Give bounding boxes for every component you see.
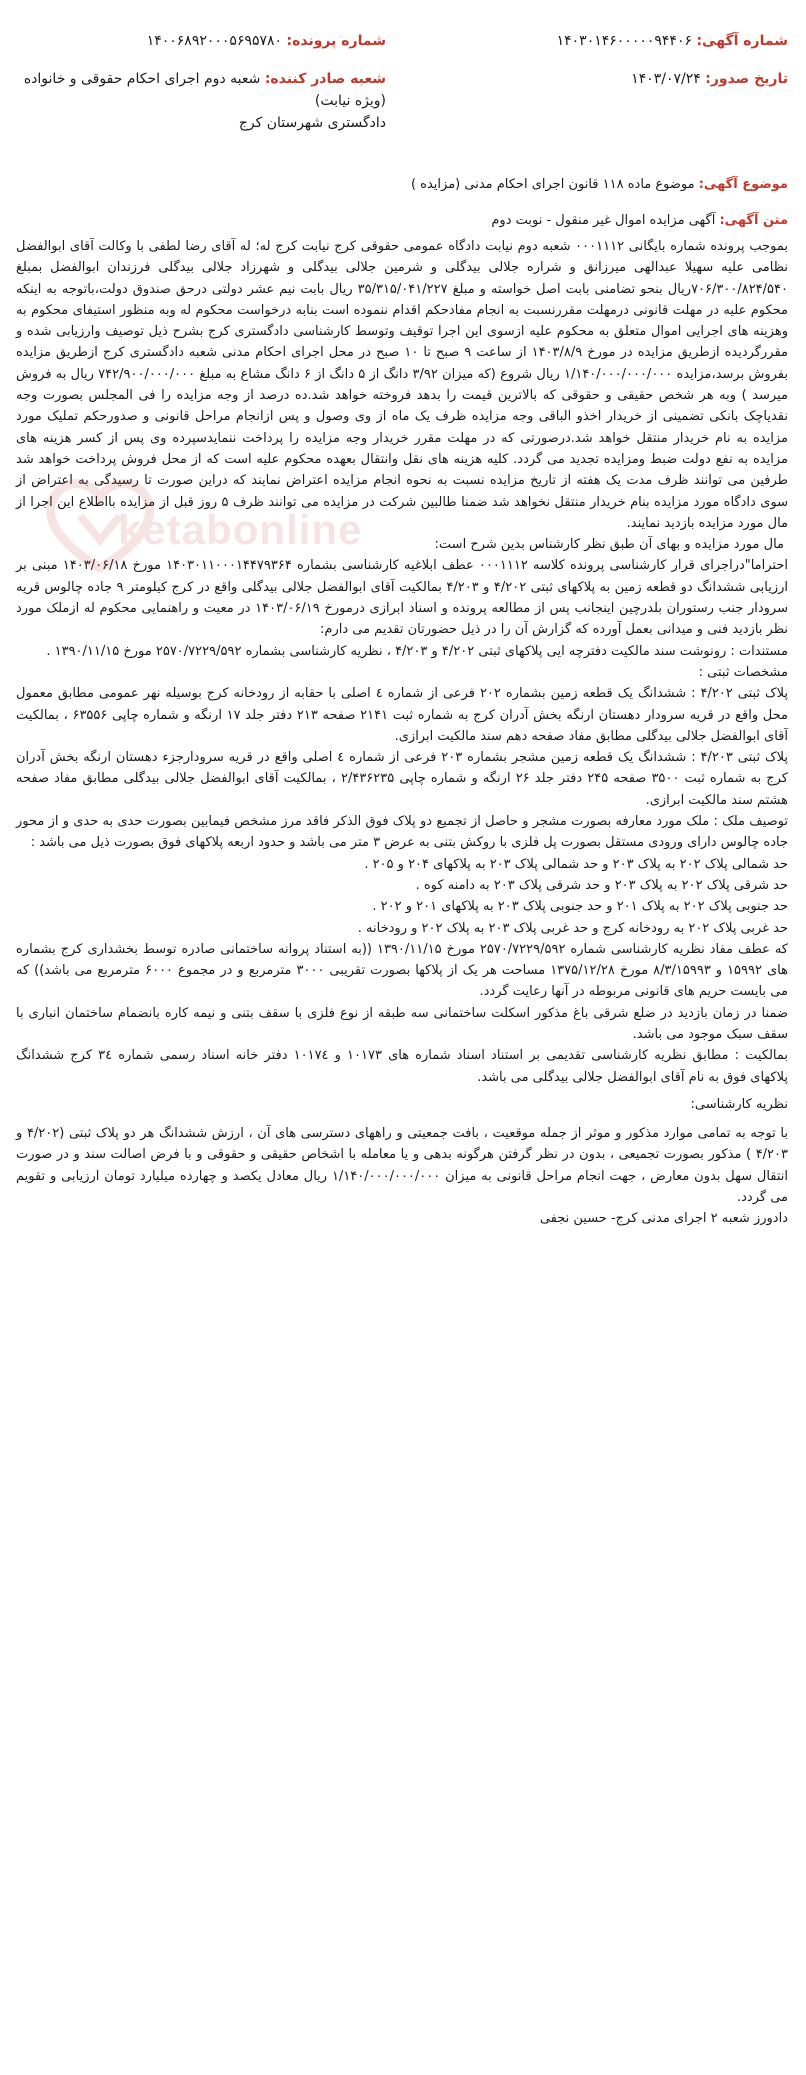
property-heading: مال مورد مزایده و بهای آن طبق نظر کارشناس بدین شرح است: — [434, 537, 784, 553]
border-north: حد شمالی پلاک ۲۰۲ به پلاک ۲۰۳ و حد شمالی پلاک ۲۰۳ به پلاکهای ۲۰۴ و ۲۰۵ . — [364, 856, 788, 872]
expert-opinion-paragraph: با توجه به تمامی موارد مذکور و موثر از جمله موقعیت ، بافت جمعیتی و راههای دسترسی های آن ، ارزش ششدانگ هر دو پلاک ثبتی (۴/۲۰۲ و ۴/۲۰۳ ) مذکور بصورت تجمیعی ، بدون در نظر گرفتن هرگونه بدهی و یا معامله با اشخاص حقیقی و حقوقی و با فرض اصالت سند و در صورت انتقال سهل بدون معارض ، جهت انجام مراحل قانونی به میزان ۱/۱۴۰/۰۰۰/۰۰۰/۰۰۰ ریال معادل یکصد و چهارده میلیارد تومان ارزیابی و تقویم می گردد. — [16, 1126, 789, 1206]
expert-heading: نظریه کارشناسی: — [690, 1096, 788, 1112]
case-number-label: شماره پرونده: — [286, 33, 386, 49]
header-left-column — [16, 30, 386, 134]
respect-paragraph: احتراما"دراجرای قرار کارشناسی پرونده کلاسه ۰۰۰۱۱۱۲ عطف ابلاغیه کارشناسی بشماره ۱۴۰۳۰۱۱۰۰۰۱۴۴۷۹۳۶۴ مورخ ۱۴۰۳/۰۶/۱۸ مبنی بر ارزیابی ششدانگ دو قطعه زمین به پلاکهای ثبتی ۴/۲۰۲ و ۴/۲۰۳ بمالکیت آقای ابوالفضل جلالی بیدگلی واقع در کرج کیلومتر ۹ جاده چالوس قریه سرودار جنب رستوران بلدرچین اینجانب پس از مطالعه پرونده و اسناد ابرازی درمورخ ۱۴۰۳/۰۶/۱۹ در معیت و راهنمایی محکوم له ازملک مورد نظر بازدید فنی و میدانی بعمل آورده که گزارش آن را در ذیل حضورتان تقدیم می دارم: — [16, 558, 789, 638]
issue-date-label: تاریخ صدور: — [705, 71, 788, 87]
case-number-value: ۱۴۰۰۶۸۹۲۰۰۰۵۶۹۵۷۸۰ — [146, 33, 283, 49]
ad-number-row — [388, 30, 788, 52]
notice-subject — [16, 174, 788, 232]
notice-body — [16, 236, 788, 1230]
subject-label: موضوع آگهی: — [698, 177, 788, 192]
border-east: حد شرقی پلاک ۲۰۲ به پلاک ۲۰۳ و حد شرقی پلاک ۲۰۳ به دامنه کوه . — [415, 877, 788, 893]
registry-heading: مشخصات ثبتی : — [698, 664, 788, 680]
text-label: متن آگهی: — [719, 213, 788, 228]
plaque-202-paragraph: پلاک ثبتی ۴/۲۰۲ : ششدانگ یک قطعه زمین بشماره ۲۰۲ فرعی از شماره ٤ اصلی با حقابه از رودخانه کرج بوسیله نهر عمومی مطابق معمول محل واقع در قریه سرودار دهستان ارنگه بخش آدران کرج به شماره ثبت ۲۱۴۱ صفحه ۲۱۳ دفتر جلد ۱۷ ارنگه و شماره چاپی ۶۳۵۵۶ ، بمالکیت آقای ابوالفضل جلالی بیدگلی مطابق مفاد صفحه دهم سند مالکیت ابرازی. — [16, 686, 789, 744]
ownership-paragraph: بمالکیت : مطابق نظریه کارشناسی تقدیمی بر استناد اسناد شماره های ۱۰۱۷۳ و ۱۰۱۷٤ دفتر خانه اسناد رسمی شماره ۳٤ کرج ششدانگ پلاکهای فوق به نام آقای ابوالفضل جلالی بیدگلی می باشد. — [16, 1048, 788, 1085]
watermark-brand: ketabonline — [118, 506, 363, 553]
case-number-row — [16, 30, 386, 52]
text-value: آگهی مزایده اموال غیر منقول - نوبت دوم — [491, 213, 716, 228]
subject-value: موضوع ماده ۱۱۸ قانون اجرای احکام مدنی (مزایده ) — [410, 177, 695, 192]
plaque-203-paragraph: پلاک ثبتی ۴/۲۰۳ : ششدانگ یک قطعه زمین مشجر بشماره ۲۰۳ فرعی از شماره ٤ اصلی واقع در قریه سرودارجزء دهستان ارنگه بخش آدران کرج به شماره ثبت ۳۵۰۰ صفحه ۲۴۵ دفتر جلد ۲۶ ارنگه و شماره چاپی ۲/۴۳۶۲۳۵ ، بمالکیت آقای ابوالفضل جلالی بیدگلی مطابق مفاد صفحه هشتم سند مالکیت ابرازی. — [16, 750, 789, 808]
issuer-value-line2: دادگستری شهرستان کرج — [238, 115, 386, 131]
border-west: حد غربی پلاک ۲۰۲ به رودخانه کرج و حد غربی پلاک ۲۰۳ به پلاک ۲۰۲ و رودخانه . — [357, 920, 788, 936]
building-paragraph: ضمنا در زمان بازدید در ضلع شرقی باغ مذکور اسکلت ساختمانی سه طبقه از نوع فلزی با سقف بتنی و نیمه کاره بانضمام ساختمان انباری با سقف سبک موجود می باشد. — [16, 1005, 788, 1042]
subject-row — [16, 174, 788, 196]
issue-date-value: ۱۴۰۳/۰۷/۲۴ — [631, 71, 701, 87]
notice-header — [16, 30, 788, 134]
intro-paragraph: بموجب پرونده شماره بایگانی ۰۰۰۱۱۱۲ شعبه دوم نیابت دادگاه عمومی حقوقی کرج نیابت کرج له؛ له آقای رضا لطفی با وکالت آقای ابوالفضل نظامی علیه سهیلا عبدالهی میرزانق و شراره جلالی بیدگلی و شرمین جلالی بیدگلی و شهرزاد جلالی بیدگلی فرزندان ابوالفضل بمبلغ ۷۰۶/۳۰۰/۸۲۴/۵۴۰ریال بنحو تضامنی بابت اصل خواسته و مبلغ ۳۵/۳۱۵/۰۴۱/۲۲۷ ریال بابت نیم عشر دولتی درحق صندوق دولت،باتوجه به اینکه محکوم علیه در مهلت قانونی درمهلت مقررنسبت به انجام مفادحکم اقدام ننموده است بنابه درخواست محکوم له وبه منظور استیفای محکوم به وهزینه های اجرایی اموال متعلق به محکوم علیه ازسوی این اجرا توقیف وتوسط کارشناسی دادگستری کرج بشرح ذیل توصیف وارزیابی شده و مقررگردیده ازطریق مزایده در مورخ ۱۴۰۳/۸/۹ از ساعت ۹ صبح تا ۱۰ صبح در محل اجرای احکام مدنی شعبه دادگستری کرج ازطریق مزایده بفروش برسد،مزایده ۱/۱۴۰/۰۰۰/۰۰۰/۰۰۰ ریال شروع (که میزان ۳/۹۲ دانگ از ۵ دانگ از ۶ دانگ مشاع به مبلغ ۷۴۲/۹۰۰/۰۰۰/۰۰۰ ریال به فروش میرسد ) وبه هر شخص حقیقی و حقوقی که بالاترین قیمت را بدهد فروخته خواهد شد.ده درصد از وجه مزایده را فی المجلس بصورت وجه نقدیاچک بانکی تضمینی از خریدار اخذو الباقی وجه مزایده ظرف یک ماه از وی وصول و پس ازانجام مراحل قانونی و صدورحکم تملیک مورد مزایده به نام خریدار منتقل خواهد شد.درصورتی که در مهلت مقرر خریدار وجه مزایده را پرداخت ننمایدسپرده وی پس از کسر هزینه های مزایده به نفع دولت ضبط ومزایده تجدید می گردد. کلیه هزینه های نقل وانتقال بعهده محکوم علیه است که از محل فروش پرداخت خواهد شد طرفین می توانند ظرف مدت یک هفته از تاریخ مزایده نسبت به نحوه انجام مزایده اعتراض نمایند که دراین صورت تا رسیدگی به اعتراض از سوی دادگاه مورد مزایده بنام خریدار منتقل نخواهد شد ضمنا طالبین شرکت در مزایده می توانند ظرف ۵ روز قبل از مزایده بااطلاع این اجرا از مال مورد مزایده بازدید نمایند. — [16, 239, 788, 531]
issuer-value-line1: شعبه دوم اجرای احکام حقوقی و خانواده (ویژه نیابت) — [23, 71, 386, 109]
ad-number-value: ۱۴۰۳۰۱۴۶۰۰۰۰۰۹۴۴۰۶ — [556, 33, 692, 49]
description-paragraph: توصیف ملک : ملک مورد معارفه بصورت مشجر و حاصل از تجمیع دو پلاک فوق الذکر فاقد مرز مشخص فیمابین بصورت حدی به حدی و از محور جاده چالوس دارای ورودی مستقل بصورت پل فلزی با روکش بتنی به عرض ۳ متر می باشد و حدود اربعه پلاکهای فوق بصورت ذیل می باشد : — [16, 814, 788, 851]
issuer-row — [16, 68, 386, 112]
ad-number-label: شماره آگهی: — [696, 33, 788, 49]
text-row — [16, 210, 788, 232]
signature: دادورز شعبه ۲ اجرای مدنی کرج- حسین نجفی — [539, 1211, 788, 1227]
issue-date-row — [388, 68, 788, 90]
border-south: حد جنوبی پلاک ۲۰۲ به پلاک ۲۰۱ و حد جنوبی پلاک ۲۰۳ به پلاکهای ۲۰۱ و ۲۰۲ . — [372, 899, 788, 915]
documents-paragraph: مستندات : رونوشت سند مالکیت دفترچه ایی پلاکهای ثبتی ۴/۲۰۲ و ۴/۲۰۳ ، نظریه کارشناسی بشماره ۲۵۷۰/۷۲۲۹/۵۹۲ مورخ ۱۳۹۰/۱۱/۱۵ . — [46, 643, 788, 659]
previous-opinion-paragraph: که عطف مفاد نظریه کارشناسی شماره ۲۵۷۰/۷۲۲۹/۵۹۲ مورخ ۱۳۹۰/۱۱/۱۵ ((به استناد پروانه ساختمانی صادره توسط بخشداری کرج بشماره های ۱۵۹۹۲ و ۸/۳/۱۵۹۹۳ مورخ ۱۳۷۵/۱۲/۲۸ مساحت هر یک از پلاکها بصورت تقریبی ۳۰۰۰ مترمربع و در مجموع ۶۰۰۰ مترمربع می باشد)) که می بایست حریم های قانونی مربوطه در آنها رعایت گردد. — [16, 941, 788, 1000]
issuer-label: شعبه صادر کننده: — [264, 71, 386, 87]
header-right-column — [388, 30, 788, 90]
